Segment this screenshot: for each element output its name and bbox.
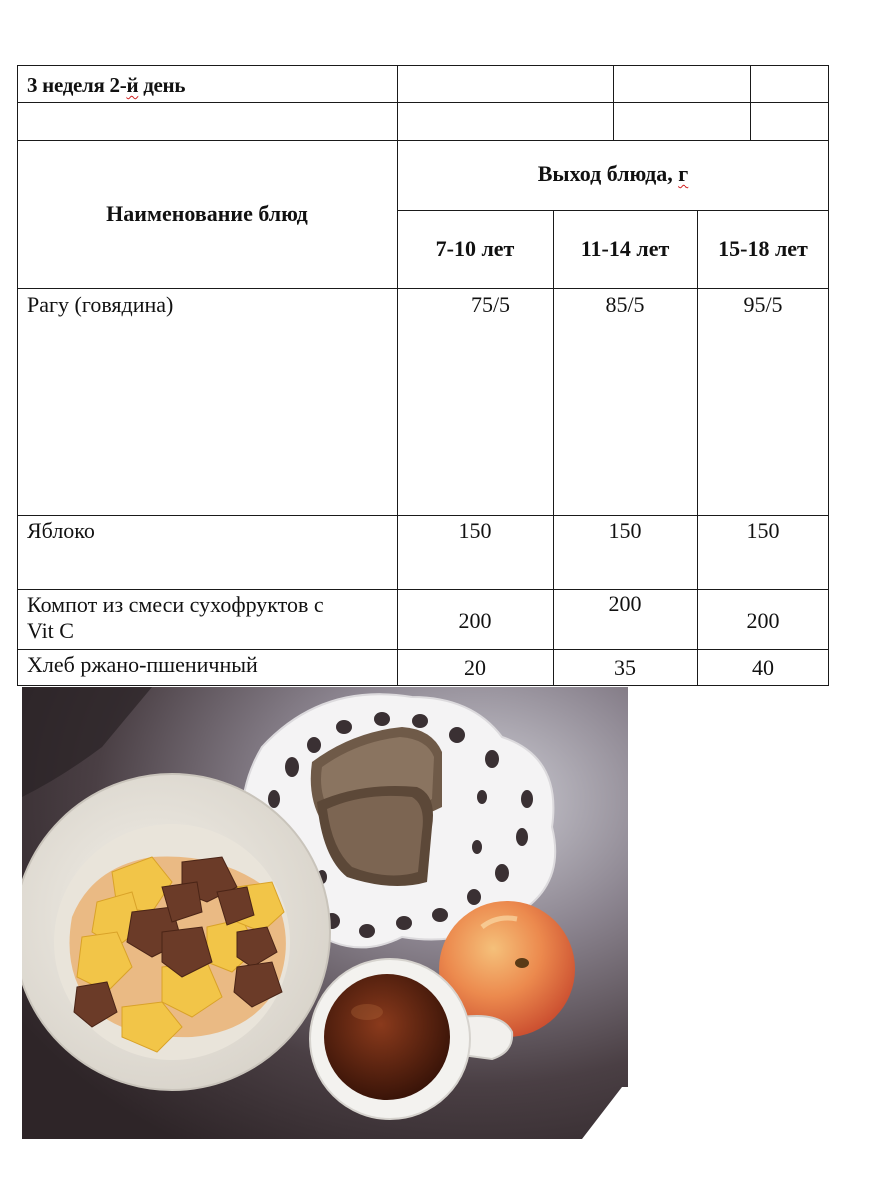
meal-photo [22, 687, 628, 1139]
value-apple-15-18: 150 [746, 518, 780, 543]
value-ragout-11-14: 85/5 [605, 292, 645, 317]
dish-name-compote-line1: Компот из смеси сухофруктов с [27, 592, 324, 617]
ragout-bowl [22, 774, 330, 1090]
empty-cell [750, 102, 829, 140]
value-compote-7-10: 200 [458, 608, 492, 633]
value-ragout-15-18: 95/5 [743, 292, 783, 317]
empty-cell [397, 65, 613, 102]
value-compote-11-14: 200 [608, 591, 642, 616]
value-bread-11-14: 35 [614, 655, 636, 680]
dish-name-compote-line2: Vit C [27, 618, 74, 643]
value-apple-11-14: 150 [608, 518, 642, 543]
value-bread-7-10: 20 [464, 655, 486, 680]
week-day-title-prefix: 3 неделя 2- [27, 73, 127, 97]
dish-name-compote [27, 592, 324, 644]
empty-cell [397, 102, 613, 140]
dish-name-cell [17, 288, 397, 515]
dish-name-apple: Яблоко [27, 518, 95, 543]
age-column-15-18: 15-18 лет [718, 236, 808, 261]
value-compote-15-18: 200 [746, 608, 780, 633]
value-apple-7-10: 150 [458, 518, 492, 543]
dish-name-header: Наименование блюд [106, 201, 308, 226]
yield-header-prefix: Выход блюда, [537, 161, 679, 186]
week-day-title [27, 72, 185, 98]
age-column-11-14: 11-14 лет [580, 236, 670, 261]
menu-table [17, 65, 829, 686]
yield-header-unit: г [678, 161, 689, 186]
value-bread-15-18: 40 [752, 655, 774, 680]
value-cell [697, 288, 829, 515]
empty-cell [17, 102, 397, 140]
dish-name-ragout: Рагу (говядина) [27, 292, 174, 317]
dish-name-bread: Хлеб ржано-пшеничный [27, 652, 258, 677]
age-column-7-10: 7-10 лет [435, 236, 515, 261]
value-cell [553, 288, 697, 515]
empty-cell [750, 65, 829, 102]
value-cell [397, 288, 553, 515]
yield-header [397, 161, 829, 187]
empty-cell [613, 65, 750, 102]
week-day-title-suffix: день [138, 73, 186, 97]
week-day-title-marked: й [126, 73, 139, 97]
empty-cell [613, 102, 750, 140]
value-ragout-7-10: 75/5 [470, 292, 511, 317]
